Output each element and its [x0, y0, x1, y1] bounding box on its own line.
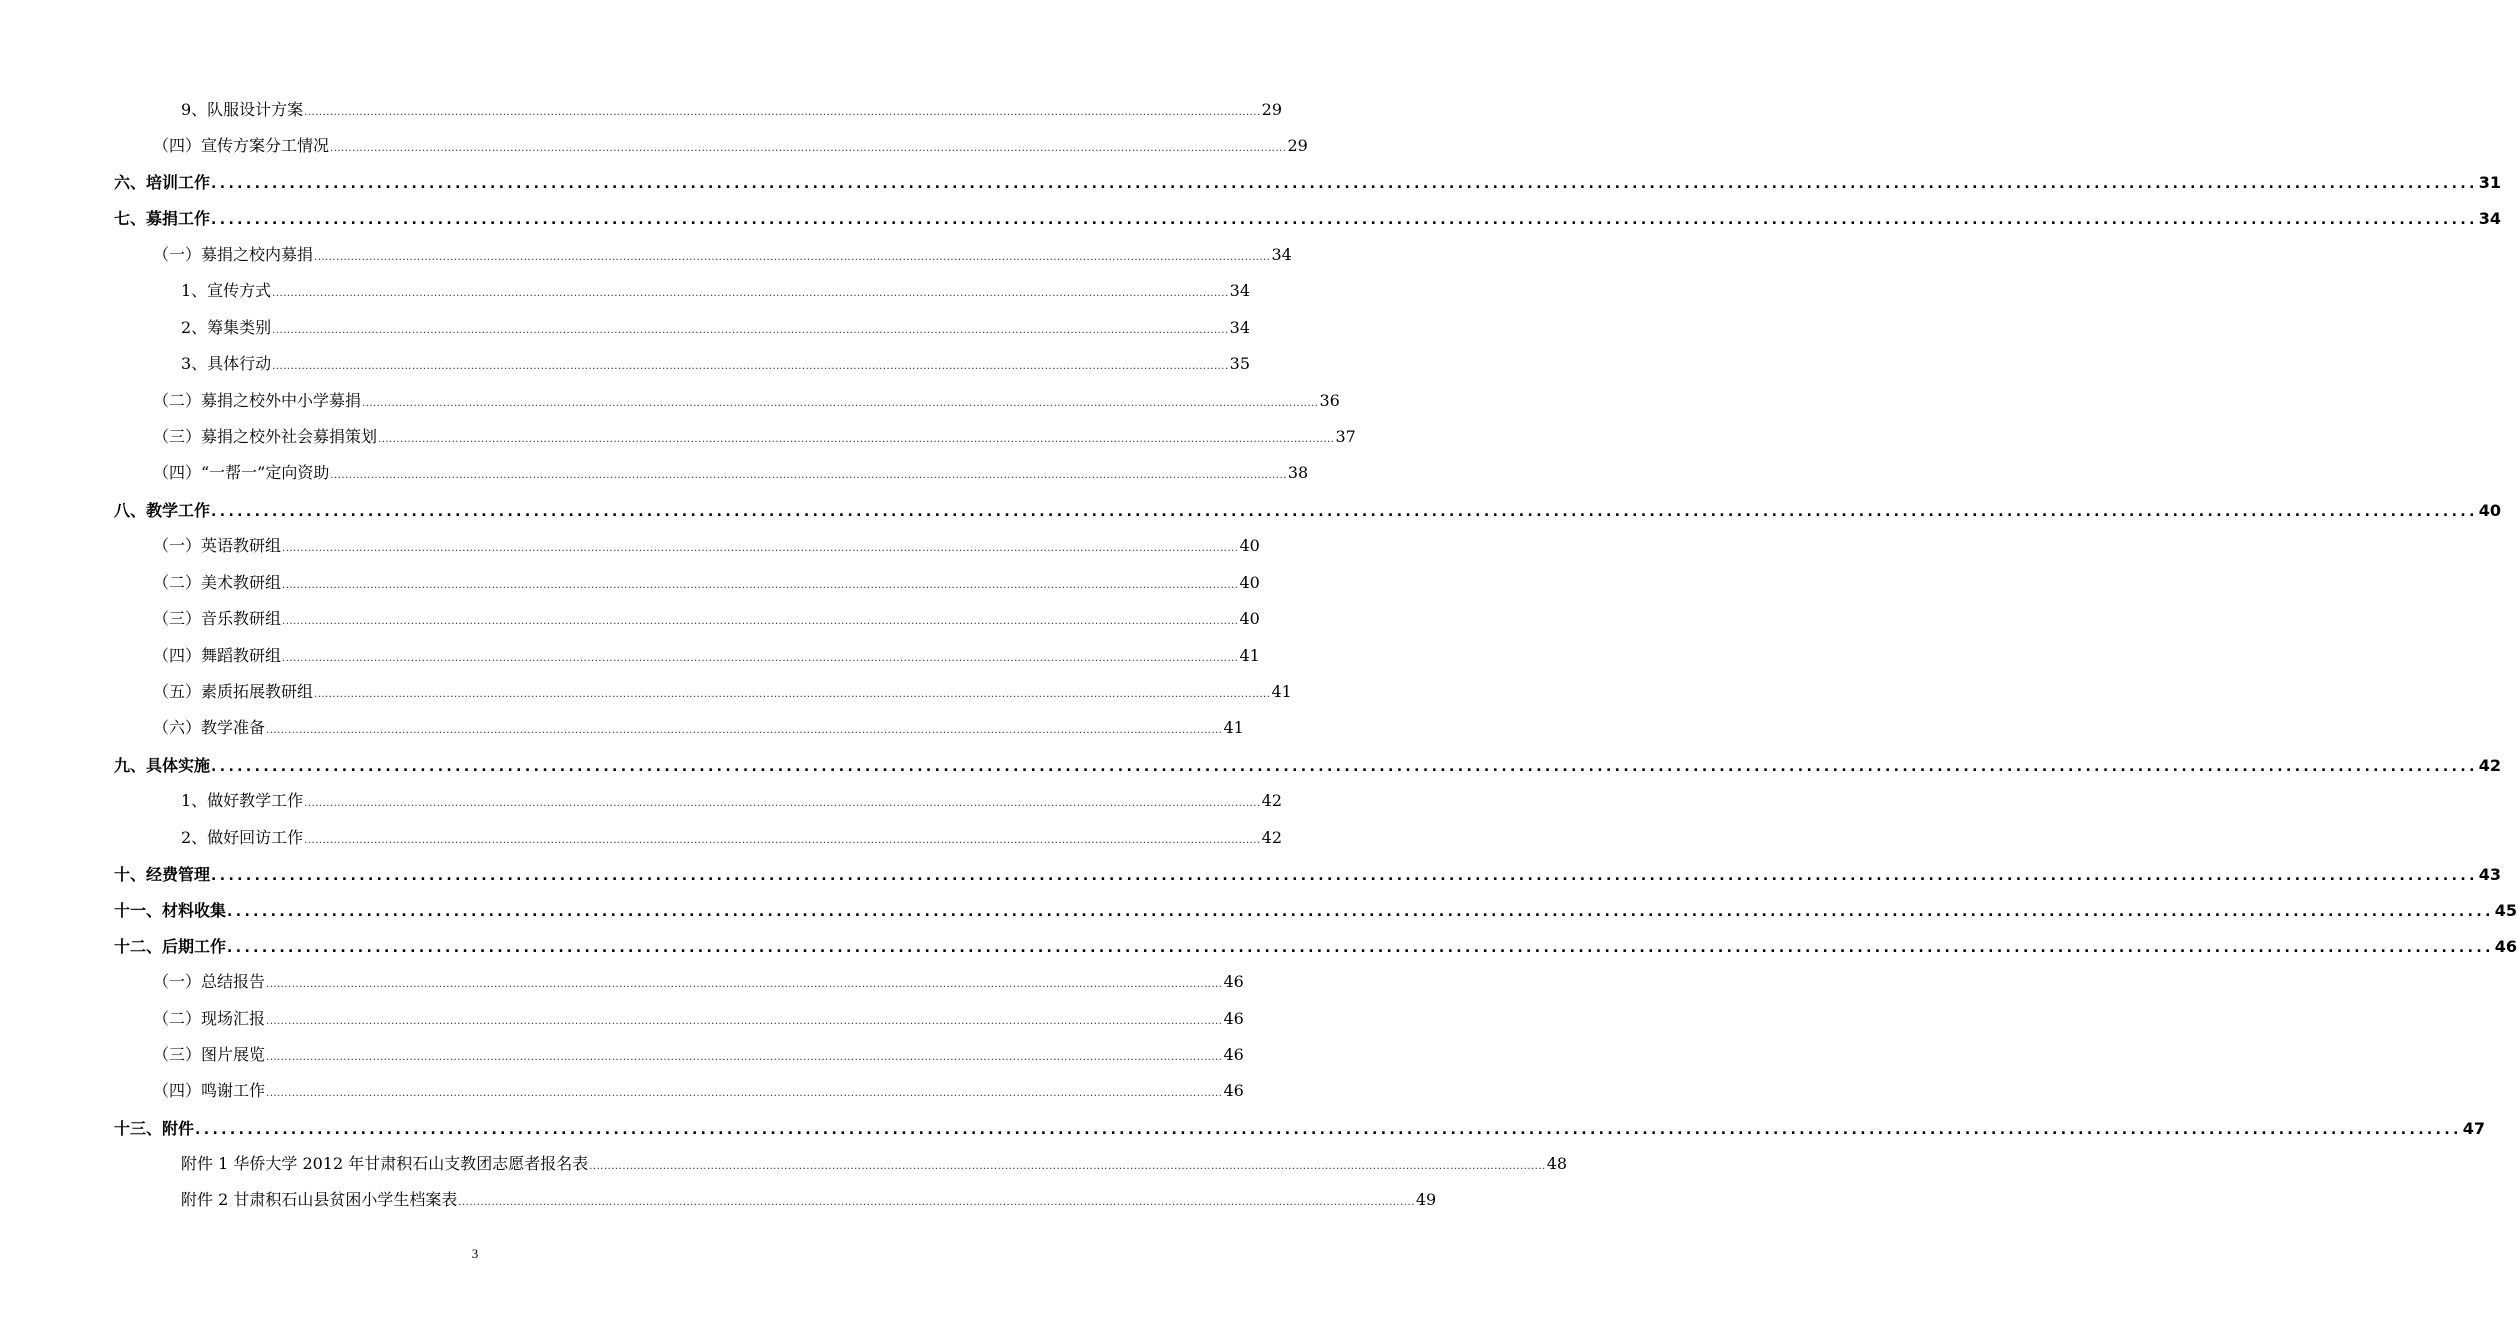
toc-entry[interactable]	[114, 493, 2502, 529]
toc-entry-label: 十三、附件	[114, 1119, 195, 1138]
toc-entry[interactable]	[114, 165, 2502, 201]
toc-entry-label: （六）教学准备	[153, 718, 266, 737]
toc-entry[interactable]	[181, 820, 1283, 856]
toc-entry-label: 3、具体行动	[181, 354, 272, 373]
dot-leader: ....................................................................................................................................................................................................................................................................	[266, 1088, 1223, 1099]
dot-leader: ....................................................................................................................................................................................................................................................................	[458, 1197, 1415, 1208]
toc-entry-label: （二）募捐之校外中小学募捐	[153, 391, 362, 410]
toc-entry[interactable]	[153, 383, 1340, 419]
toc-entry-page: 43	[2478, 865, 2502, 884]
toc-entry[interactable]	[153, 601, 1260, 637]
toc-entry-page: 42	[1261, 828, 1283, 847]
dot-leader: ....................................................................................................................................................................................................................................................................	[272, 361, 1229, 372]
toc-entry[interactable]	[153, 1073, 1244, 1109]
toc-entry-page: 46	[1223, 1009, 1244, 1028]
toc-entry[interactable]	[181, 1182, 1437, 1218]
toc-entry-page: 34	[1271, 245, 1292, 264]
toc-entry-label: （一）英语教研组	[153, 536, 282, 555]
toc-entry[interactable]	[153, 710, 1244, 746]
toc-entry[interactable]	[153, 1001, 1244, 1037]
toc-entry-label: 七、募捐工作	[114, 209, 211, 228]
toc-entry-page: 42	[1261, 791, 1283, 810]
toc-entry-label: 九、具体实施	[114, 756, 211, 775]
toc-entry-label: 1、宣传方式	[181, 281, 272, 300]
toc-entry-page: 41	[1239, 646, 1260, 665]
toc-entry-label: 十二、后期工作	[114, 937, 227, 956]
toc-entry[interactable]	[153, 674, 1292, 710]
toc-entry-label: （一）募捐之校内募捐	[153, 245, 314, 264]
toc-entry[interactable]	[181, 310, 1251, 346]
toc-entry-page: 40	[2478, 501, 2502, 520]
toc-entry[interactable]	[181, 92, 1283, 128]
dot-leader: ....................................................................................................................................................................................................................................................................	[266, 725, 1223, 736]
dot-leader: ....................................................................................................................................................................................................................................................................	[362, 398, 1319, 409]
dot-leader: ....................................................................................................................................................................................................................................................................	[330, 143, 1287, 154]
toc-entry-page: 34	[1229, 281, 1251, 300]
dot-leader: ....................................................................................................................................................................................................................................................................	[211, 759, 2478, 775]
toc-entry-page: 29	[1261, 100, 1283, 119]
toc-entry-page: 38	[1287, 463, 1309, 482]
toc-entry[interactable]	[153, 237, 1292, 273]
toc-entry-page: 45	[2494, 901, 2517, 920]
toc-entry-label: （一）总结报告	[153, 972, 266, 991]
toc-entry-page: 46	[2494, 937, 2517, 956]
toc-entry-label: 2、做好回访工作	[181, 828, 304, 847]
toc-entry-label: 八、教学工作	[114, 501, 211, 520]
toc-entry[interactable]	[153, 528, 1260, 564]
toc-entry[interactable]	[181, 273, 1251, 309]
toc-entry-label: 六、培训工作	[114, 173, 211, 192]
toc-entry-label: 9、队服设计方案	[181, 100, 304, 119]
toc-entry-label: （五）素质拓展教研组	[153, 682, 314, 701]
toc-entry[interactable]	[153, 638, 1260, 674]
dot-leader: ....................................................................................................................................................................................................................................................................	[282, 616, 1239, 627]
toc-entry[interactable]	[181, 1146, 1568, 1182]
dot-leader: ....................................................................................................................................................................................................................................................................	[282, 580, 1239, 591]
toc-entry-page: 46	[1223, 1045, 1244, 1064]
dot-leader: ....................................................................................................................................................................................................................................................................	[378, 434, 1335, 445]
toc-entry-label: 附件 1 华侨大学 2012 年甘肃积石山支教团志愿者报名表	[181, 1154, 589, 1173]
toc-entry-label: （三）募捐之校外社会募捐策划	[153, 427, 378, 446]
toc-entry[interactable]	[153, 565, 1260, 601]
toc-entry-page: 46	[1223, 1081, 1244, 1100]
toc-entry-page: 37	[1335, 427, 1356, 446]
dot-leader: ....................................................................................................................................................................................................................................................................	[266, 1016, 1223, 1027]
toc-entry-page: 34	[2478, 209, 2502, 228]
toc-entry-label: （四）宣传方案分工情况	[153, 136, 330, 155]
dot-leader: ....................................................................................................................................................................................................................................................................	[304, 798, 1261, 809]
toc-entry[interactable]	[181, 783, 1283, 819]
dot-leader: ....................................................................................................................................................................................................................................................................	[282, 543, 1239, 554]
toc-entry-page: 41	[1271, 682, 1292, 701]
toc-entry-label: （四）鸣谢工作	[153, 1081, 266, 1100]
dot-leader: ....................................................................................................................................................................................................................................................................	[227, 904, 2494, 920]
dot-leader: ....................................................................................................................................................................................................................................................................	[589, 1161, 1546, 1172]
toc-entry[interactable]	[114, 857, 2502, 893]
toc-entry-page: 40	[1239, 536, 1260, 555]
dot-leader: ....................................................................................................................................................................................................................................................................	[314, 689, 1271, 700]
dot-leader: ....................................................................................................................................................................................................................................................................	[330, 470, 1287, 481]
dot-leader: ....................................................................................................................................................................................................................................................................	[195, 1122, 2462, 1138]
toc-entry-page: 36	[1319, 391, 1340, 410]
toc-entry-label: （三）图片展览	[153, 1045, 266, 1064]
toc-entry-label: （三）音乐教研组	[153, 609, 282, 628]
dot-leader: ....................................................................................................................................................................................................................................................................	[272, 325, 1229, 336]
toc-entry-label: 十、经费管理	[114, 865, 211, 884]
dot-leader: ....................................................................................................................................................................................................................................................................	[266, 1052, 1223, 1063]
dot-leader: ....................................................................................................................................................................................................................................................................	[211, 504, 2478, 520]
toc-entry-label: 2、筹集类别	[181, 318, 272, 337]
toc-entry[interactable]	[153, 419, 1356, 455]
toc-entry-page: 31	[2478, 173, 2502, 192]
toc-entry[interactable]	[181, 346, 1251, 382]
toc-entry-page: 48	[1546, 1154, 1568, 1173]
dot-leader: ....................................................................................................................................................................................................................................................................	[272, 288, 1229, 299]
toc-entry[interactable]	[114, 1111, 2486, 1147]
toc-entry-label: （二）现场汇报	[153, 1009, 266, 1028]
dot-leader: ....................................................................................................................................................................................................................................................................	[304, 835, 1261, 846]
dot-leader: ....................................................................................................................................................................................................................................................................	[282, 653, 1239, 664]
toc-entry-label: 1、做好教学工作	[181, 791, 304, 810]
toc-entry[interactable]	[114, 929, 2517, 965]
dot-leader: ....................................................................................................................................................................................................................................................................	[211, 212, 2478, 228]
toc-entry-page: 40	[1239, 573, 1260, 592]
toc-entry-page: 29	[1287, 136, 1308, 155]
toc-entry-label: 十一、材料收集	[114, 901, 227, 920]
dot-leader: ....................................................................................................................................................................................................................................................................	[304, 107, 1261, 118]
toc-entry[interactable]	[114, 748, 2502, 784]
toc-entry[interactable]	[153, 964, 1244, 1000]
toc-entry-page: 34	[1229, 318, 1251, 337]
toc-entry-label: （四）“一帮一”定向资助	[153, 463, 330, 482]
toc-entry-page: 46	[1223, 972, 1244, 991]
toc-entry[interactable]	[114, 201, 2502, 237]
toc-entry-page: 35	[1229, 354, 1251, 373]
dot-leader: ....................................................................................................................................................................................................................................................................	[227, 940, 2494, 956]
toc-entry-label: （二）美术教研组	[153, 573, 282, 592]
toc-entry[interactable]	[114, 893, 2517, 929]
toc-entry-label: 附件 2 甘肃积石山县贫困小学生档案表	[181, 1190, 458, 1209]
toc-entry-page: 41	[1223, 718, 1244, 737]
toc-entry-label: （四）舞蹈教研组	[153, 646, 282, 665]
toc-entry-page: 49	[1415, 1190, 1437, 1209]
toc-entry-page: 47	[2462, 1119, 2486, 1138]
dot-leader: ....................................................................................................................................................................................................................................................................	[314, 252, 1271, 263]
toc-entry[interactable]	[153, 128, 1308, 164]
page-number: 3	[471, 1246, 479, 1261]
dot-leader: ....................................................................................................................................................................................................................................................................	[266, 979, 1223, 990]
toc-entry[interactable]	[153, 455, 1309, 491]
toc-entry-page: 40	[1239, 609, 1260, 628]
dot-leader: ....................................................................................................................................................................................................................................................................	[211, 868, 2478, 884]
dot-leader: ....................................................................................................................................................................................................................................................................	[211, 176, 2478, 192]
toc-entry-page: 42	[2478, 756, 2502, 775]
toc-entry[interactable]	[153, 1037, 1244, 1073]
